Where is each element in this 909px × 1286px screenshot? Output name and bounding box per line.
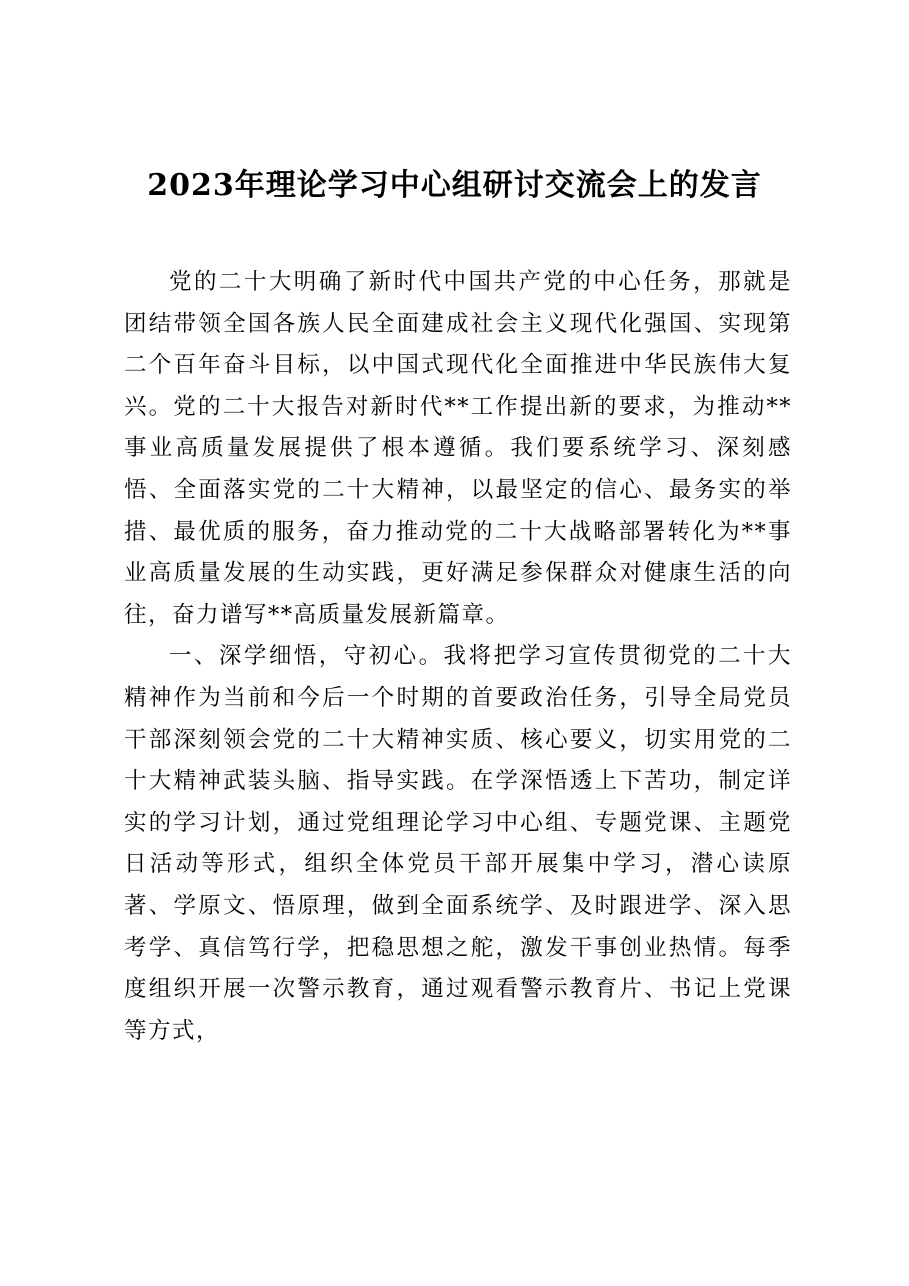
document-body	[124, 262, 792, 1052]
paragraph-section-one: 一、深学细悟，守初心。我将把学习宣传贯彻党的二十大精神作为当前和今后一个时期的首要政治任务，引导全局党员干部深刻领会党的二十大精神实质、核心要义，切实用党的二十大精神武装头脑、指导实践。在学深悟透上下苦功，制定详实的学习计划，通过党组理论学习中心组、专题党课、主题党日活动等形式，组织全体党员干部开展集中学习，潜心读原著、学原文、悟原理，做到全面系统学、及时跟进学、深入思考学、真信笃行学，把稳思想之舵，激发干事创业热情。每季度组织开展一次警示教育，通过观看警示教育片、书记上党课等方式，	[124, 643, 792, 1044]
paragraph-intro: 党的二十大明确了新时代中国共产党的中心任务，那就是团结带领全国各族人民全面建成社会主义现代化强国、实现第二个百年奋斗目标，以中国式现代化全面推进中华民族伟大复兴。党的二十大报告对新时代**工作提出新的要求，为推动**事业高质量发展提供了根本遵循。我们要系统学习、深刻感悟、全面落实党的二十大精神，以最坚定的信心、最务实的举措、最优质的服务，奋力推动党的二十大战略部署转化为**事业高质量发展的生动实践，更好满足参保群众对健康生活的向往，奋力谱写**高质量发展新篇章。	[124, 269, 792, 628]
document-title: 2023年理论学习中心组研讨交流会上的发言	[147, 168, 762, 203]
